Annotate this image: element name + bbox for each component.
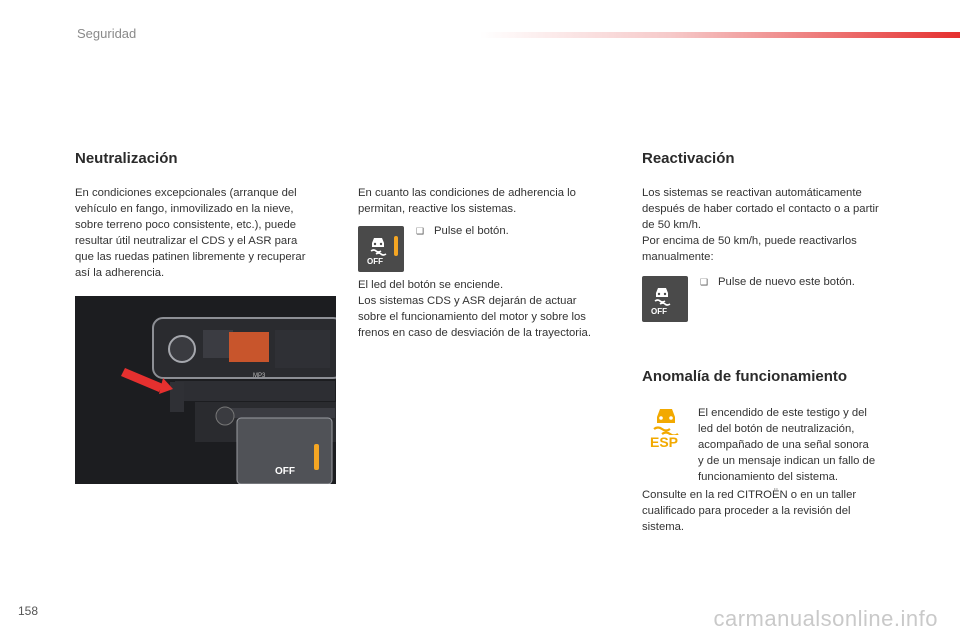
page-number: 158 (18, 604, 39, 618)
bullet-marker: ❑ (416, 226, 425, 236)
bullet-marker: ❑ (700, 277, 709, 287)
neutralizacion-heading: Neutralización (75, 150, 178, 167)
text-line: sobre terreno poco consistente, etc.), puede (75, 219, 297, 231)
text-line: cualificado para proceder a la revisión del (642, 505, 851, 517)
car-skid-warning-icon (648, 405, 684, 435)
reactivate-note (358, 185, 618, 217)
text-line: funcionamiento del sistema. (698, 471, 839, 483)
led-description (358, 277, 628, 341)
section-title: Seguridad (77, 26, 137, 41)
text-line: Por encima de 50 km/h, puede reactivarlos (642, 235, 857, 247)
text-line: después de haber cortado el contacto o a partir (642, 203, 879, 215)
text-line: manualmente: (642, 251, 714, 263)
car-skid-icon (651, 284, 673, 306)
reactivacion-paragraph (642, 185, 922, 265)
anomalia-heading: Anomalía de funcionamiento (642, 368, 848, 385)
text-line: sobre el funcionamiento del motor y sobre los (358, 311, 586, 323)
esp-off-button-icon-2 (642, 276, 688, 322)
bullet-text: Pulse de nuevo este botón. (718, 276, 855, 288)
esp-warning-icon (648, 405, 684, 453)
text-line: El encendido de este testigo y del (698, 407, 867, 419)
led-indicator (394, 236, 398, 256)
anomalia-consult (642, 487, 922, 535)
dashboard-photo (75, 296, 336, 484)
neutralizacion-paragraph (75, 185, 345, 281)
text-line: acompañado de una señal sonora (698, 439, 869, 451)
text-line: de 50 km/h. (642, 219, 702, 231)
text-line: vehículo en fango, inmovilizado en la nieve, (75, 203, 294, 215)
text-line: led del botón de neutralización, (698, 423, 855, 435)
text-line: Consulte en la red CITROËN o en un taller (642, 489, 857, 501)
esp-off-button-icon (358, 226, 404, 272)
watermark: carmanualsonline.info (713, 606, 938, 631)
text-line: frenos en caso de desviación de la trayectoria. (358, 327, 591, 339)
text-line: y de un mensaje indican un fallo de (698, 455, 876, 467)
esp-label: ESP (650, 434, 679, 450)
header-accent-bar (480, 32, 960, 38)
car-skid-icon (367, 234, 389, 256)
photo-off-label: OFF (275, 466, 295, 477)
anomalia-paragraph (698, 405, 918, 485)
bullet-press-again (700, 276, 855, 288)
text-line: así la adherencia. (75, 267, 165, 279)
text-line: El led del botón se enciende. (358, 279, 504, 291)
photo-display-label: MP3 (253, 373, 266, 379)
bullet-text: Pulse el botón. (434, 225, 509, 237)
bullet-press-button (416, 225, 509, 237)
off-label: OFF (367, 257, 383, 266)
text-line: permitan, reactive los sistemas. (358, 203, 517, 215)
text-line: resultar útil neutralizar el CDS y el ASR para (75, 235, 298, 247)
dashboard-illustration (75, 296, 336, 484)
text-line: En cuanto las condiciones de adherencia lo (358, 187, 576, 199)
text-line: En condiciones excepcionales (arranque del (75, 187, 297, 199)
text-line: que las ruedas patinen libremente y recuperar (75, 251, 306, 263)
text-line: Los sistemas se reactivan automáticamente (642, 187, 862, 199)
text-line: sistema. (642, 521, 685, 533)
reactivacion-heading: Reactivación (642, 150, 735, 167)
off-label: OFF (651, 307, 667, 316)
text-line: Los sistemas CDS y ASR dejarán de actuar (358, 295, 577, 307)
